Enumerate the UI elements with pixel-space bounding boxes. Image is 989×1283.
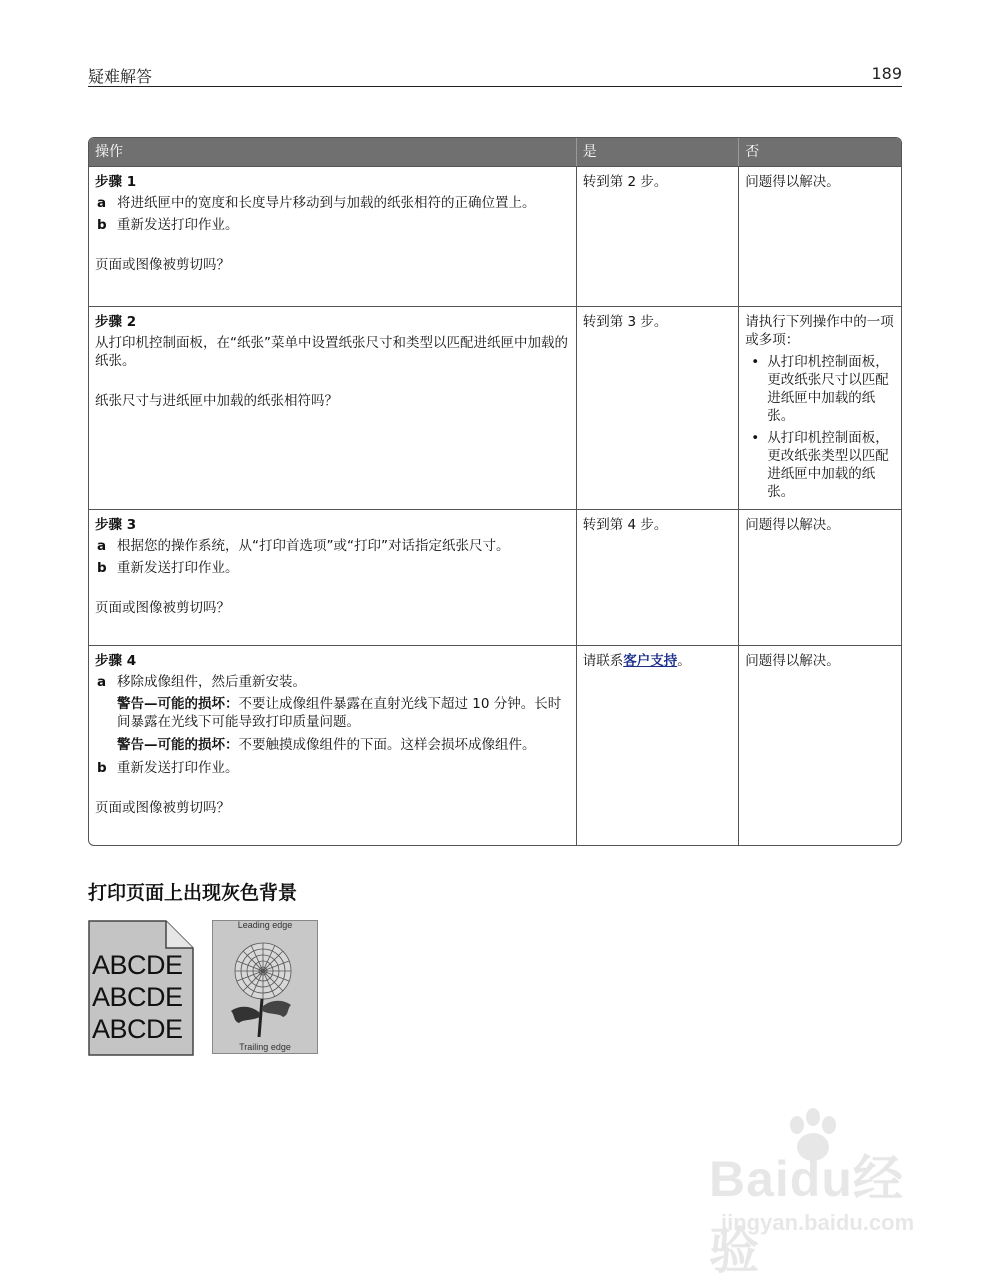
no-cell: 问题得以解决。 [738,645,901,845]
no-cell [738,306,901,509]
no-cell: 问题得以解决。 [738,509,901,645]
column-header-yes: 是 [576,138,739,166]
warning-note: 警告—可能的损坏：不要让成像组件暴露在直射光线下超过 10 分钟。长时间暴露在光线下可能导致打印质量问题。 [117,696,562,730]
customer-support-link[interactable]: 客户支持 [623,653,678,669]
no-cell: 问题得以解决。 [738,166,901,306]
step-question: 纸张尺寸与进纸匣中加载的纸张相符吗？ [95,393,338,409]
list-item: • 从打印机控制面板，更改纸张尺寸以匹配进纸匣中加载的纸张。 [745,353,895,425]
substep-b: b 重新发送打印作业。 [97,217,239,233]
action-cell [89,509,576,645]
column-header-action: 操作 [89,138,576,166]
sample-text-line: ABCDE [92,1014,183,1044]
substep-a: a 根据您的操作系统，从“打印首选项”或“打印”对话指定纸张尺寸。 [97,538,510,554]
list-item: • 从打印机控制面板，更改纸张类型以匹配进纸匣中加载的纸张。 [745,429,895,501]
substep-a: a 移除成像组件，然后重新安装。 [97,674,306,690]
step-question: 页面或图像被剪切吗？ [95,600,230,616]
watermark-brand: Baidu经验 [709,1151,904,1279]
section-heading: 打印页面上出现灰色背景 [88,882,298,904]
substep-b: b 重新发送打印作业。 [97,560,239,576]
gray-background-document-illustration [88,920,194,1060]
table-row [89,306,901,509]
yes-cell: 转到第 3 步。 [576,306,739,509]
action-cell [89,166,576,306]
table-row [89,509,901,645]
column-header-no: 否 [738,138,901,166]
table-row [89,166,901,306]
step-question: 页面或图像被剪切吗？ [95,800,230,816]
troubleshooting-table [88,137,902,846]
yes-cell: 转到第 2 步。 [576,166,739,306]
step-question: 页面或图像被剪切吗？ [95,257,230,273]
gray-background-photo-illustration [212,920,318,1054]
step-title: 步骤 4 [95,653,137,669]
warning-note: 警告—可能的损坏：不要触摸成像组件的下面。这样会损坏成像组件。 [117,737,536,753]
step-title: 步骤 2 [95,314,137,330]
substep-a: a 将进纸匣中的宽度和长度导片移动到与加载的纸张相符的正确位置上。 [97,195,536,211]
page-number: 189 [871,64,902,83]
no-bullet-list [745,353,895,501]
sample-text-line: ABCDE [92,950,183,980]
chrysanthemum-icon [213,933,317,1043]
substep-b: b 重新发送打印作业。 [97,760,239,776]
trailing-edge-label: Trailing edge [239,1042,291,1052]
leading-edge-label: Leading edge [237,920,293,930]
yes-cell: 转到第 4 步。 [576,509,739,645]
table-header-row [89,138,901,166]
step-title: 步骤 3 [95,517,137,533]
sample-text-line: ABCDE [92,982,183,1012]
baidu-jingyan-watermark [709,1125,939,1279]
step-text: 从打印机控制面板，在“纸张”菜单中设置纸张尺寸和类型以匹配进纸匣中加载的纸张。 [95,335,568,369]
action-cell [89,306,576,509]
watermark-url: jingyan.baidu.com [721,1210,915,1235]
action-cell [89,645,576,845]
table-row [89,645,901,845]
yes-cell: 请联系客户支持。 [576,645,739,845]
no-intro: 请执行下列操作中的一项或多项： [745,314,894,348]
step-title: 步骤 1 [95,174,137,190]
header-section-title: 疑难解答 [88,67,153,86]
page-header [88,62,902,87]
